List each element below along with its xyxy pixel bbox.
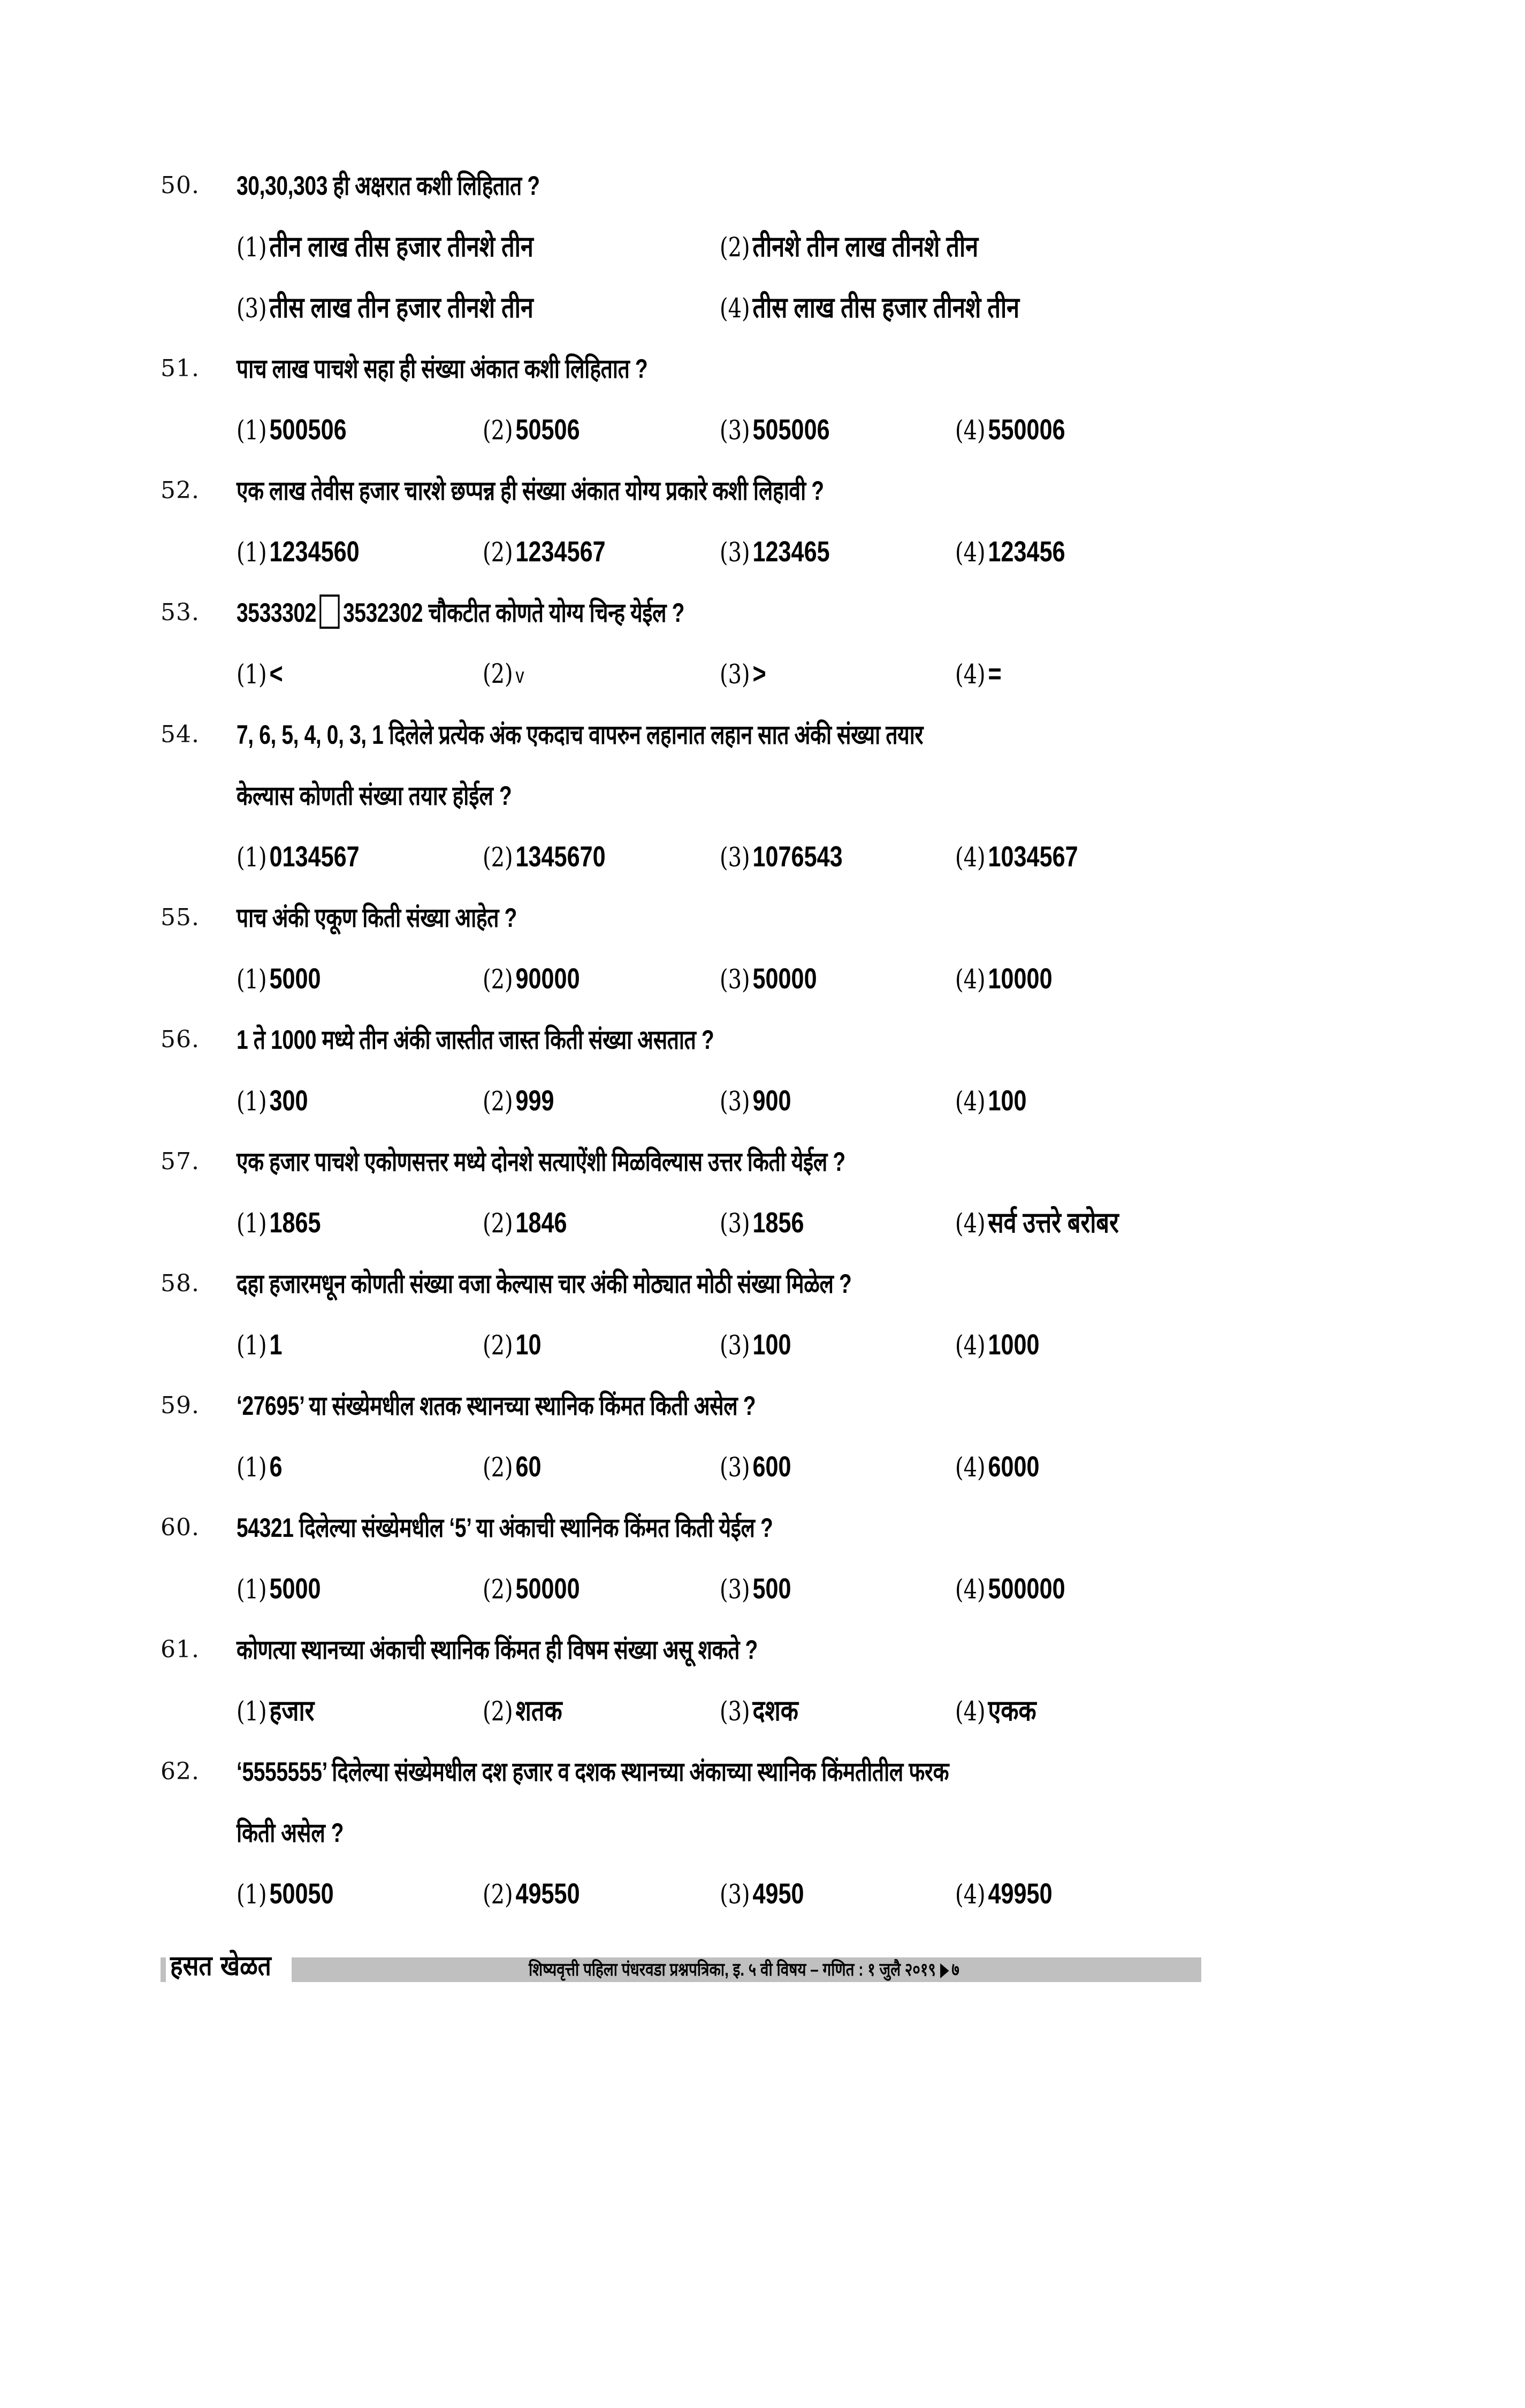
option-2 <box>720 216 978 285</box>
option-value: 50000 <box>752 963 817 995</box>
option-number: (1) <box>237 1330 267 1361</box>
option-1 <box>237 399 347 468</box>
question-number: 55. <box>161 904 200 931</box>
option-3 <box>720 521 830 590</box>
option-1 <box>237 948 321 1017</box>
option-3 <box>720 1070 791 1139</box>
option-2 <box>483 399 580 468</box>
option-value: 1234560 <box>269 536 360 568</box>
right-triangle-icon <box>940 1963 949 1978</box>
option-number: (1) <box>237 537 267 568</box>
question-57 <box>161 1131 1231 1253</box>
option-number: (3) <box>720 1086 750 1117</box>
option-2 <box>483 1558 580 1627</box>
option-2 <box>483 521 606 590</box>
question-text: पाच अंकी एकूण किती संख्या आहेत ? <box>237 903 517 933</box>
option-number: (1) <box>237 1574 267 1605</box>
option-4 <box>955 948 1053 1017</box>
question-text: कोणत्या स्थानच्या अंकाची स्थानिक किंमत ही विषम संख्या असू शकते ? <box>237 1635 758 1665</box>
question-61 <box>161 1619 1231 1741</box>
option-1 <box>237 1680 314 1749</box>
option-value: = <box>988 658 1002 690</box>
option-number: (3) <box>720 1574 750 1605</box>
option-number: (3) <box>720 1208 750 1239</box>
option-number: (3) <box>720 1879 750 1910</box>
option-number: (3) <box>720 964 750 995</box>
question-text: ‘27695’ या संख्येमधील शतक स्थानच्या स्थानिक किंमत किती असेल ? <box>237 1391 756 1421</box>
option-3 <box>720 399 830 468</box>
option-number: (4) <box>955 415 986 446</box>
question-text <box>237 582 684 643</box>
option-number: (1) <box>237 232 267 263</box>
option-value: तीनशे तीन लाख तीनशे तीन <box>752 231 979 263</box>
option-4 <box>955 826 1078 895</box>
option-1 <box>237 643 283 712</box>
option-value: 5000 <box>269 1573 321 1605</box>
option-number: (3) <box>720 1452 750 1483</box>
question-text-continued: किती असेल ? <box>237 1818 344 1848</box>
option-4 <box>955 1192 1119 1261</box>
option-number: (1) <box>237 1086 267 1117</box>
option-value: 100 <box>988 1085 1027 1117</box>
option-number: (1) <box>237 415 267 446</box>
question-text: 1 ते 1000 मध्ये तीन अंकी जास्तीत जास्त किती संख्या असतात ? <box>237 1025 714 1055</box>
question-51 <box>161 338 1231 460</box>
footer-caption <box>529 1957 959 1982</box>
option-number: (1) <box>237 1452 267 1483</box>
question-59 <box>161 1375 1231 1497</box>
question-text: 30,30,303 ही अक्षरात कशी लिहितात ? <box>237 171 540 201</box>
option-value: 123465 <box>752 536 830 568</box>
option-value: 1865 <box>269 1207 321 1239</box>
option-4 <box>720 277 1019 346</box>
option-4 <box>955 1436 1040 1505</box>
option-3 <box>720 826 843 895</box>
option-number: (4) <box>955 1086 986 1117</box>
option-1 <box>237 216 533 285</box>
page-number: ७ <box>951 1960 959 1980</box>
question-text: पाच लाख पाचशे सहा ही संख्या अंकात कशी लिहितात ? <box>237 354 648 384</box>
question-text-continued: केल्यास कोणती संख्या तयार होईल ? <box>237 781 512 811</box>
option-2 <box>483 948 580 1017</box>
option-3 <box>720 1680 798 1749</box>
option-value: 90000 <box>515 963 580 995</box>
option-4 <box>955 399 1065 468</box>
question-text: ‘5555555’ दिलेल्या संख्येमधील दश हजार व दशक स्थानच्या अंकाच्या स्थानिक किंमतीतील फरक <box>237 1757 949 1787</box>
option-4 <box>955 1070 1027 1139</box>
question-53 <box>161 582 1231 704</box>
option-value: 50506 <box>515 414 580 446</box>
option-number: (2) <box>483 658 513 689</box>
option-1 <box>237 1436 283 1505</box>
option-number: (3) <box>720 415 750 446</box>
option-value: 999 <box>515 1085 554 1117</box>
option-4 <box>955 521 1065 590</box>
option-1 <box>237 826 360 895</box>
option-2 <box>483 1192 567 1261</box>
option-value: सर्व उत्तरे बरोबर <box>988 1207 1119 1239</box>
question-56 <box>161 1009 1231 1131</box>
option-2 <box>483 1436 542 1505</box>
option-number: (4) <box>720 293 750 324</box>
question-text: एक लाख तेवीस हजार चारशे छप्पन्न ही संख्या अंकात योग्य प्रकारे कशी लिहावी ? <box>237 476 824 506</box>
option-value: 1 <box>269 1329 283 1361</box>
option-4 <box>955 1863 1053 1932</box>
option-value: तीस लाख तीस हजार तीनशे तीन <box>752 292 1020 324</box>
option-number: (1) <box>237 1879 267 1910</box>
option-number: (2) <box>483 1086 513 1117</box>
option-number: (2) <box>483 415 513 446</box>
option-number: (1) <box>237 659 267 690</box>
option-number: (3) <box>237 293 267 324</box>
question-55 <box>161 887 1231 1009</box>
option-2 <box>483 1314 542 1383</box>
option-number: (3) <box>720 1330 750 1361</box>
option-value: 1034567 <box>988 841 1078 873</box>
option-1 <box>237 521 360 590</box>
option-value: 600 <box>752 1451 791 1483</box>
option-value: 5000 <box>269 963 321 995</box>
question-number: 52. <box>161 477 200 504</box>
question-50 <box>161 155 1231 338</box>
option-number: (4) <box>955 537 986 568</box>
option-number: (3) <box>720 537 750 568</box>
question-number: 59. <box>161 1392 200 1419</box>
option-value: 49950 <box>988 1878 1053 1910</box>
answer-blank-box <box>319 595 339 629</box>
option-value: v <box>515 664 524 688</box>
option-value: 1856 <box>752 1207 804 1239</box>
option-value: 1846 <box>515 1207 567 1239</box>
option-2 <box>483 1863 580 1932</box>
question-number: 61. <box>161 1636 200 1663</box>
question-number: 58. <box>161 1270 200 1297</box>
option-value: एकक <box>988 1695 1036 1727</box>
option-number: (2) <box>483 964 513 995</box>
option-1 <box>237 1314 283 1383</box>
question-number: 53. <box>161 599 200 626</box>
option-value: 505006 <box>752 414 830 446</box>
question-number: 54. <box>161 721 200 748</box>
option-value: दशक <box>752 1695 798 1727</box>
option-number: (2) <box>483 1574 513 1605</box>
option-number: (1) <box>237 1208 267 1239</box>
option-2 <box>483 1680 562 1749</box>
option-3 <box>720 1863 804 1932</box>
option-number: (1) <box>237 842 267 873</box>
option-number: (4) <box>955 842 986 873</box>
option-value: 900 <box>752 1085 791 1117</box>
option-value: 500 <box>752 1573 791 1605</box>
option-value: 6000 <box>988 1451 1040 1483</box>
question-52 <box>161 460 1231 582</box>
question-text: एक हजार पाचशे एकोणसत्तर मध्ये दोनशे सत्याऐंशी मिळविल्यास उत्तर किती येईल ? <box>237 1147 845 1177</box>
option-value: हजार <box>269 1695 315 1727</box>
option-number: (4) <box>955 1452 986 1483</box>
question-text-rest: 3532302 चौकटीत कोणते योग्य चिन्ह येईल ? <box>343 598 685 628</box>
option-number: (4) <box>955 1330 986 1361</box>
option-number: (2) <box>483 1696 513 1727</box>
footer-title: शिष्यवृत्ती पहिला पंधरवडा प्रश्नपत्रिका, इ. ५ वी विषय – गणित : १ जुलै २०१९ <box>529 1960 936 1980</box>
option-number: (3) <box>720 659 750 690</box>
option-2 <box>483 1070 554 1139</box>
option-value: > <box>752 658 766 690</box>
page-footer <box>161 1946 1201 1982</box>
option-1 <box>237 1192 321 1261</box>
question-text: 7, 6, 5, 4, 0, 3, 1 दिलेले प्रत्येक अंक एकदाच वापरुन लहानात लहान सात अंकी संख्या तयार <box>237 720 924 750</box>
option-1 <box>237 1070 308 1139</box>
option-value: 123456 <box>988 536 1065 568</box>
option-3 <box>237 277 533 346</box>
option-value: 100 <box>752 1329 791 1361</box>
option-value: 0134567 <box>269 841 360 873</box>
option-number: (2) <box>483 537 513 568</box>
question-62 <box>161 1741 1231 1924</box>
option-value: 10 <box>515 1329 542 1361</box>
option-value: < <box>269 658 283 690</box>
option-value: 300 <box>269 1085 308 1117</box>
option-value: 60 <box>515 1451 542 1483</box>
option-value: 10000 <box>988 963 1053 995</box>
option-value: 4950 <box>752 1878 804 1910</box>
option-number: (2) <box>483 1879 513 1910</box>
option-number: (1) <box>237 964 267 995</box>
question-number: 60. <box>161 1514 200 1541</box>
option-4 <box>955 643 1002 712</box>
option-value: 50000 <box>515 1573 580 1605</box>
option-number: (1) <box>237 1696 267 1727</box>
option-value: 500506 <box>269 414 347 446</box>
option-number: (4) <box>955 964 986 995</box>
option-number: (4) <box>955 1574 986 1605</box>
question-58 <box>161 1253 1231 1375</box>
option-3 <box>720 643 766 712</box>
option-number: (4) <box>955 1879 986 1910</box>
question-number: 62. <box>161 1758 200 1785</box>
option-3 <box>720 1314 791 1383</box>
option-value: 1000 <box>988 1329 1040 1361</box>
option-number: (3) <box>720 1696 750 1727</box>
number-left: 3533302 <box>237 598 317 628</box>
option-1 <box>237 1558 321 1627</box>
question-54 <box>161 704 1231 887</box>
question-60 <box>161 1497 1231 1619</box>
option-number: (4) <box>955 1208 986 1239</box>
publication-logo <box>166 1946 292 1984</box>
option-value: तीस लाख तीन हजार तीनशे तीन <box>269 292 533 324</box>
option-number: (2) <box>483 842 513 873</box>
question-number: 51. <box>161 355 200 382</box>
question-text: दहा हजारमधून कोणती संख्या वजा केल्यास चार अंकी मोठ्यात मोठी संख्या मिळेल ? <box>237 1269 852 1299</box>
option-value: 500000 <box>988 1573 1065 1605</box>
question-number: 50. <box>161 172 200 199</box>
question-number: 56. <box>161 1026 200 1053</box>
option-value: शतक <box>515 1695 562 1727</box>
option-3 <box>720 948 817 1017</box>
option-3 <box>720 1558 791 1627</box>
option-4 <box>955 1314 1040 1383</box>
option-number: (2) <box>483 1208 513 1239</box>
option-number: (3) <box>720 842 750 873</box>
option-2 <box>483 826 606 895</box>
option-number: (4) <box>955 1696 986 1727</box>
option-number: (4) <box>955 659 986 690</box>
option-4 <box>955 1680 1036 1749</box>
option-number: (2) <box>483 1452 513 1483</box>
question-text: 54321 दिलेल्या संख्येमधील ‘5’ या अंकाची स्थानिक किंमत किती येईल ? <box>237 1513 773 1543</box>
option-value: 50050 <box>269 1878 334 1910</box>
option-2 <box>483 643 524 711</box>
option-value: 1345670 <box>515 841 606 873</box>
option-number: (2) <box>720 232 750 263</box>
option-1 <box>237 1863 334 1932</box>
option-value: तीन लाख तीस हजार तीनशे तीन <box>269 231 533 263</box>
option-3 <box>720 1436 791 1505</box>
option-value: 1234567 <box>515 536 606 568</box>
option-value: 49550 <box>515 1878 580 1910</box>
question-number: 57. <box>161 1148 200 1175</box>
option-4 <box>955 1558 1065 1627</box>
option-value: 550006 <box>988 414 1065 446</box>
publication-logo-text: हसत खेळत <box>170 1950 271 1982</box>
option-3 <box>720 1192 804 1261</box>
option-value: 6 <box>269 1451 283 1483</box>
option-value: 1076543 <box>752 841 843 873</box>
option-number: (2) <box>483 1330 513 1361</box>
